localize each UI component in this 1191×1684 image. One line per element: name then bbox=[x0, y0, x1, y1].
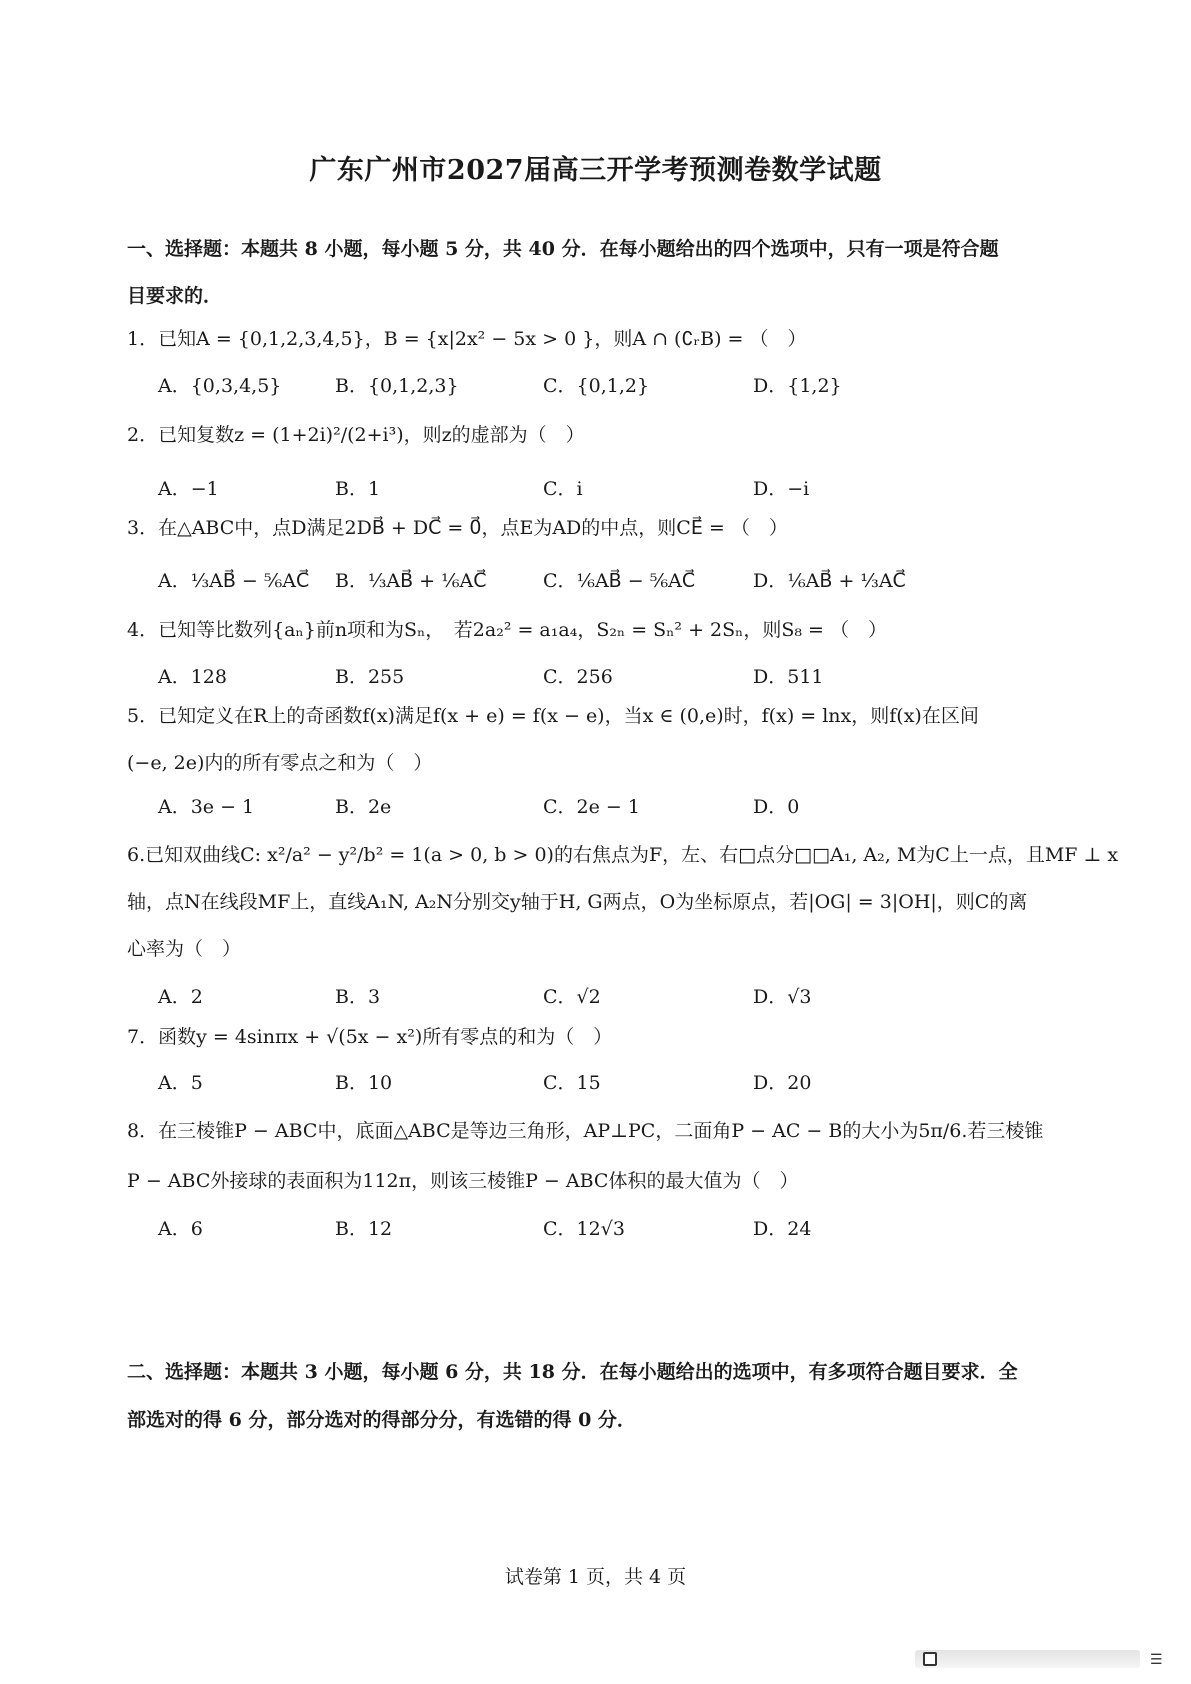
horizontal-scrollbar[interactable] bbox=[915, 1650, 1140, 1668]
question-5 bbox=[127, 693, 1077, 787]
section-2-line-2: 部选对的得 6 分，部分选对的得部分分，有选错的得 0 分． bbox=[127, 1409, 636, 1431]
question-2 bbox=[127, 412, 1077, 459]
question-1 bbox=[127, 316, 1077, 363]
question-7-option-c[interactable]: C．15 bbox=[543, 1072, 601, 1094]
question-6-options bbox=[158, 982, 1058, 1012]
question-4-option-d[interactable]: D．511 bbox=[753, 666, 824, 688]
question-1-line-1: 1．已知A = {0,1,2,3,4,5}，B = {x|2x² − 5x > 0 }，则A ∩ (∁ᵣB) = （ ） bbox=[127, 328, 807, 350]
question-1-option-c[interactable]: C．{0,1,2} bbox=[543, 375, 650, 397]
question-6-option-b[interactable]: B．3 bbox=[335, 986, 381, 1008]
question-6-option-a[interactable]: A．2 bbox=[158, 986, 203, 1008]
question-3-options bbox=[158, 566, 1058, 596]
question-3-option-a[interactable]: A．⅓AB⃗ − ⅚AC⃗ bbox=[158, 570, 310, 592]
question-7-options bbox=[158, 1068, 1058, 1098]
question-3-option-d[interactable]: D．⅙AB⃗ + ⅓AC⃗ bbox=[753, 570, 906, 592]
question-4-option-c[interactable]: C．256 bbox=[543, 666, 613, 688]
question-4-options bbox=[158, 662, 1058, 692]
question-1-option-a[interactable]: A．{0,3,4,5} bbox=[158, 375, 282, 397]
question-1-options bbox=[158, 371, 1058, 401]
section-1-header bbox=[127, 226, 1077, 320]
page-title: 广东广州市2027届高三开学考预测卷数学试题 bbox=[309, 155, 882, 186]
question-3-option-b[interactable]: B．⅓AB⃗ + ⅙AC⃗ bbox=[335, 570, 487, 592]
question-5-option-c[interactable]: C．2e − 1 bbox=[543, 796, 640, 818]
question-8-line-2: P − ABC外接球的表面积为112π，则该三棱锥P − ABC体积的最大值为（ ） bbox=[127, 1170, 799, 1192]
page-footer: 试卷第 1 页，共 4 页 bbox=[504, 1566, 687, 1588]
question-6-line-2: 轴，点N在线段MF上，直线A₁N, A₂N分别交y轴于H, G两点，O为坐标原点，若|OG| = 3|OH|，则C的离 bbox=[127, 891, 1028, 913]
question-8-options bbox=[158, 1214, 1058, 1244]
question-5-line-1: 5．已知定义在R上的奇函数f(x)满足f(x + e) = f(x − e)，当x ∈ (0,e)时，f(x) = lnx，则f(x)在区间 bbox=[127, 705, 979, 727]
question-2-option-b[interactable]: B．1 bbox=[335, 478, 381, 500]
question-5-option-a[interactable]: A．3e − 1 bbox=[158, 796, 255, 818]
question-5-option-b[interactable]: B．2e bbox=[335, 796, 392, 818]
question-5-line-2: (−e, 2e)内的所有零点之和为（ ） bbox=[127, 752, 433, 774]
corner-glyph-icon: ☰ bbox=[1150, 1652, 1163, 1668]
question-3-option-c[interactable]: C．⅙AB⃗ − ⅚AC⃗ bbox=[543, 570, 696, 592]
question-5-options bbox=[158, 792, 1058, 822]
question-4 bbox=[127, 607, 1077, 654]
question-2-option-a[interactable]: A．−1 bbox=[158, 478, 219, 500]
question-3-line-1: 3．在△ABC中，点D满足2DB⃗ + DC⃗ = 0⃗，点E为AD的中点，则CE⃗ = （ ） bbox=[127, 517, 788, 539]
question-7-option-d[interactable]: D．20 bbox=[753, 1072, 812, 1094]
question-7-option-a[interactable]: A．5 bbox=[158, 1072, 203, 1094]
section-2-line-1: 二、选择题：本题共 3 小题，每小题 6 分，共 18 分．在每小题给出的选项中，有多项符合题目要求．全 bbox=[127, 1361, 1018, 1383]
question-7 bbox=[127, 1014, 1077, 1061]
question-2-option-c[interactable]: C．i bbox=[543, 478, 583, 500]
question-8 bbox=[127, 1106, 1077, 1206]
question-6-option-d[interactable]: D．√3 bbox=[753, 986, 812, 1008]
question-8-option-d[interactable]: D．24 bbox=[753, 1218, 812, 1240]
question-2-options bbox=[158, 474, 1058, 504]
question-8-option-a[interactable]: A．6 bbox=[158, 1218, 203, 1240]
question-2-line-1: 2．已知复数z = (1+2i)²/(2+i³)，则z的虚部为（ ） bbox=[127, 424, 585, 446]
question-5-option-d[interactable]: D．0 bbox=[753, 796, 800, 818]
question-6-line-3: 心率为（ ） bbox=[127, 938, 242, 960]
question-6-line-1: 6.已知双曲线C: x²/a² − y²/b² = 1(a > 0, b > 0)的右焦点为F，左、右□点分□□A₁, A₂, M为C上一点，且MF ⊥ x bbox=[127, 844, 1119, 866]
question-1-option-b[interactable]: B．{0,1,2,3} bbox=[335, 375, 459, 397]
question-4-option-b[interactable]: B．255 bbox=[335, 666, 405, 688]
question-1-option-d[interactable]: D．{1,2} bbox=[753, 375, 842, 397]
question-8-option-b[interactable]: B．12 bbox=[335, 1218, 393, 1240]
question-6-option-c[interactable]: C．√2 bbox=[543, 986, 601, 1008]
question-6 bbox=[127, 832, 1119, 973]
section-1-line-2: 目要求的． bbox=[127, 285, 223, 307]
scrollbar-thumb[interactable] bbox=[923, 1652, 937, 1666]
question-4-line-1: 4．已知等比数列{aₙ}前n项和为Sₙ， 若2a₂² = a₁a₄，S₂ₙ = Sₙ² + 2Sₙ，则S₈ = （ ） bbox=[127, 619, 887, 641]
section-1-line-1: 一、选择题：本题共 8 小题，每小题 5 分，共 40 分．在每小题给出的四个选项中，只有一项是符合题 bbox=[127, 238, 999, 260]
question-3 bbox=[127, 505, 1077, 552]
question-2-option-d[interactable]: D．−i bbox=[753, 478, 810, 500]
question-8-option-c[interactable]: C．12√3 bbox=[543, 1218, 625, 1240]
question-8-line-1: 8．在三棱锥P − ABC中，底面△ABC是等边三角形，AP⊥PC，二面角P − AC − B的大小为5π/6.若三棱锥 bbox=[127, 1120, 1044, 1142]
section-2-header bbox=[127, 1348, 1077, 1444]
question-4-option-a[interactable]: A．128 bbox=[158, 666, 227, 688]
question-7-option-b[interactable]: B．10 bbox=[335, 1072, 393, 1094]
question-7-line-1: 7．函数y = 4sinπx + √(5x − x²)所有零点的和为（ ） bbox=[127, 1026, 613, 1048]
